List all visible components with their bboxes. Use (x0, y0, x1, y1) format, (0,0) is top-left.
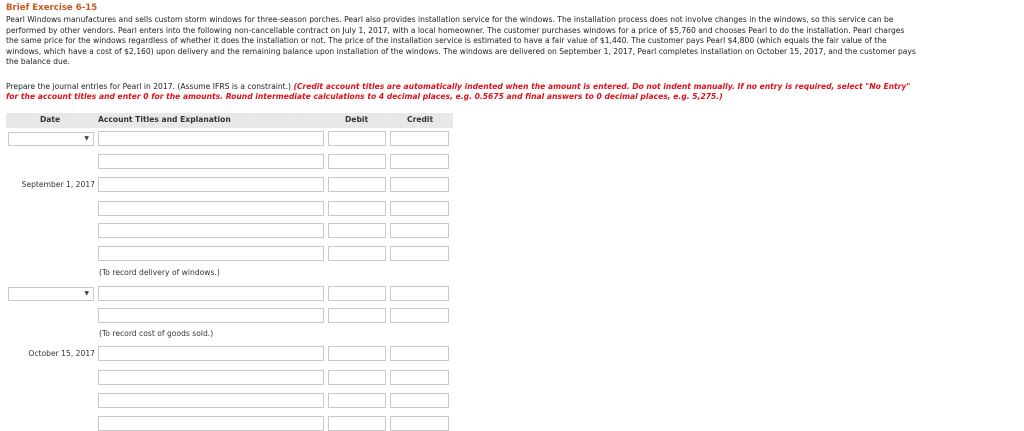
date-label-october: October 15, 2017 (28, 349, 95, 358)
credit-input[interactable] (390, 308, 449, 323)
problem-text (6, 15, 1018, 68)
header-credit: Credit (407, 115, 434, 124)
account-input[interactable] (98, 201, 324, 216)
account-input[interactable] (98, 154, 324, 169)
problem-line: the balance due. (6, 57, 70, 67)
account-input[interactable] (98, 286, 324, 301)
instruction-note-continued: for the account titles and enter 0 for the amounts. Round intermediate calculations to 4 decimal places, e.g. 0.5675 and final answers to 0 decimal places, e.g. 5,275.) (6, 92, 723, 102)
credit-input[interactable] (390, 131, 449, 146)
credit-input[interactable] (390, 393, 449, 408)
account-input[interactable] (98, 393, 324, 408)
debit-input[interactable] (328, 201, 386, 216)
header-date: Date (40, 115, 61, 124)
debit-input[interactable] (328, 223, 386, 238)
credit-input[interactable] (390, 346, 449, 361)
credit-input[interactable] (390, 177, 449, 192)
header-debit: Debit (345, 115, 369, 124)
account-input[interactable] (98, 246, 324, 261)
date-label-september: September 1, 2017 (21, 180, 95, 189)
credit-input[interactable] (390, 154, 449, 169)
credit-input[interactable] (390, 201, 449, 216)
dropdown-arrow-icon: ▼ (84, 290, 89, 297)
debit-input[interactable] (328, 346, 386, 361)
credit-input[interactable] (390, 286, 449, 301)
debit-input[interactable] (328, 177, 386, 192)
debit-input[interactable] (328, 154, 386, 169)
dropdown-arrow-icon: ▼ (84, 135, 89, 142)
account-input[interactable] (98, 346, 324, 361)
credit-input[interactable] (390, 246, 449, 261)
instruction-text: Prepare the journal entries for Pearl in 2017. (Assume IFRS is a constraint.) (6, 82, 294, 91)
debit-input[interactable] (328, 370, 386, 385)
problem-line: Pearl Windows manufactures and sells custom storm windows for three-season porches. Pearl also provides installation service for the windows. The installation process does not involve changes in the windows, so this service can be (6, 15, 894, 24)
instruction-note: (Credit account titles are automatically indented when the amount is entered. Do not indent manually. If no entry is required, select "No Entry" (293, 82, 911, 91)
memo-cogs: (To record cost of goods sold.) (99, 329, 214, 338)
account-input[interactable] (98, 223, 324, 238)
memo-delivery: (To record delivery of windows.) (99, 268, 220, 277)
instructions (6, 82, 1018, 102)
problem-line: windows, which have a cost of $2,160) upon delivery and the remaining balance upon installation of the windows. The windows are delivered on September 1, 2017, Pearl completes installation on October 15, 2017, and the customer pays (6, 46, 916, 56)
account-input[interactable] (98, 308, 324, 323)
credit-input[interactable] (390, 370, 449, 385)
debit-input[interactable] (328, 246, 386, 261)
debit-input[interactable] (328, 131, 386, 146)
header-account: Account Titles and Explanation (98, 115, 231, 124)
debit-input[interactable] (328, 393, 386, 408)
problem-line: the same price for the windows regardless of whether it does the installation or not. The price of the installation service is estimated to have a fair value of $1,440. The customer pays Pearl $4,800 (which equals the fair value of the (6, 36, 887, 46)
credit-input[interactable] (390, 223, 449, 238)
account-input[interactable] (98, 177, 324, 192)
debit-input[interactable] (328, 286, 386, 301)
debit-input[interactable] (328, 308, 386, 323)
account-input[interactable] (98, 370, 324, 385)
date-select[interactable] (8, 132, 94, 146)
exercise-title: Brief Exercise 6-15 (6, 3, 98, 13)
account-input[interactable] (98, 131, 324, 146)
journal-table-header (6, 113, 453, 128)
date-select[interactable] (8, 287, 94, 301)
problem-line: performed by other vendors. Pearl enters into the following non-cancellable contract on July 1, 2017, with a local homeowner. The customer purchases windows for a price of $5,760 and chooses Pearl to do the installation. Pearl charges (6, 25, 905, 35)
